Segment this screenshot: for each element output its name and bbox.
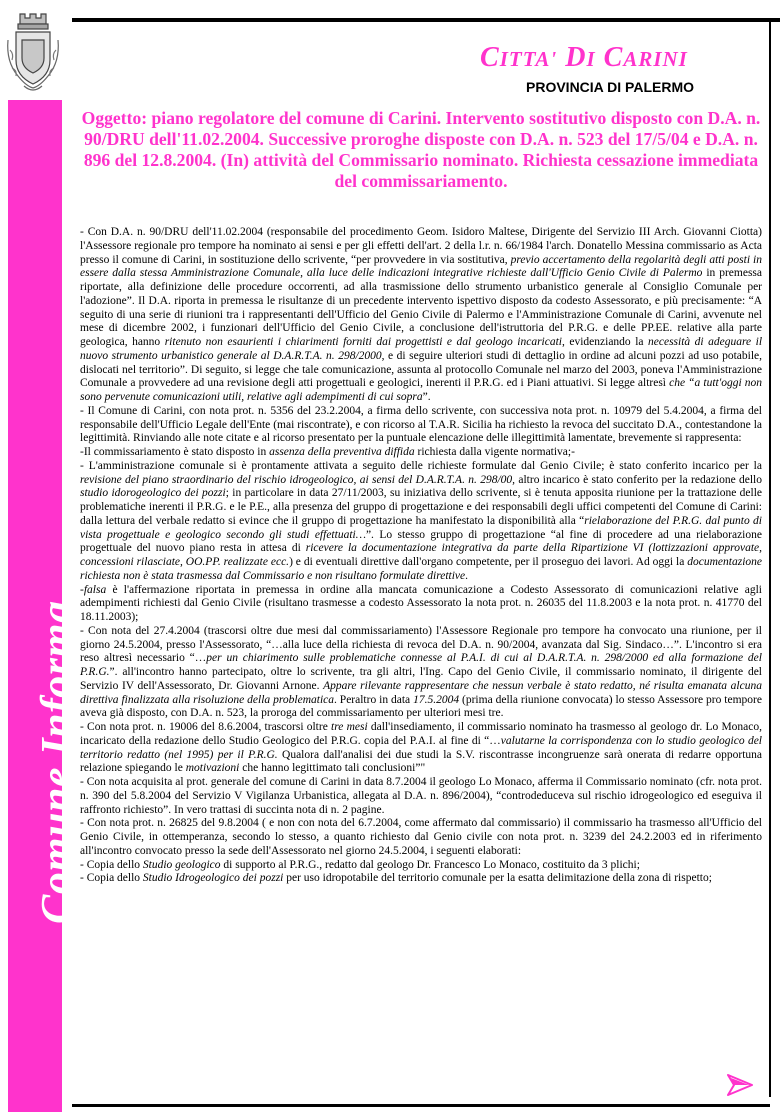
text-run: - Con nota prot. n. 26825 del 9.8.2004 ( e non con nota del 6.7.2004, come affermato dal commissario) il commissario ha trasmesso all'Ufficio del Genio Civile, in ottemperanza, secondo lo stesso, a quanto richiesto dal Genio civile con nota prot. n. 3239 del 24.2.2003 ed in riferimento all'incontro convocato presso la sede dell'Assessorato nel giorno 24.5.2004, i seguenti elaborati: xyxy=(80,817,762,857)
text-run: . xyxy=(465,569,469,582)
text-run: in premessa riportate, alla definizione delle procedure occorrenti, ad alla trasmissione dello strumento urbanistico generale al Consiglio Comunale per l'adozione”. Il D.A. riporta in premessa le risultanze di un precedente intervento ispettivo disposto da codesto Assessorato, e più precisamente: “A seguito di una serie di riunioni tra i rappresentanti dell'Ufficio del Genio Civile di Palermo e l'Amministrazione Comunale di Carini, avvenute nel mese di dicembre 2002, i funzionari dell'Ufficio del Genio Civile, a conclusione dell'istruttoria del P.R.G. e delle PP.EE. relative alla parte geologica, hanno xyxy=(80,267,763,348)
text-run: dall'insediamento, il commissario nominato ha trasmesso al geologo dr. Lo Monaco, incaricato della redazione dello Studio Geologico del P.R.G. copia del P.A.I. al fine di “… xyxy=(80,721,762,747)
text-run: - Copia dello xyxy=(80,872,143,885)
text-run: è l'affermazione riportata in premessa in ordine alla mancata comunicazione a Codesto Assessorato di comunicazioni relative agli adempimenti richiesti dal Genio Civile (risultano trasmesse a codesto Assessorato la nota prot. n. 26035 del 11.8.2003 e la nota prot. n. 41770 del 18.11.2003); xyxy=(80,583,762,623)
text-run: - Con D.A. n. 90/DRU dell'11.02.2004 (responsabile del procedimento Geom. Isidoro Maltese, Dirigente del Servizio III Arch. Giovanni Ciotta) l'Assessore regionale pro tempore ha nominato ai sensi e per gli effetti dell'art. 2 della l.r. n. 66/1984 l'arch. Donatello Messina commissario as Acta presso il comune di Carini, in sostituzione dello scrivente, “per provvedere in via sostitutiva, xyxy=(80,226,762,266)
province-name: PROVINCIA DI PALERMO xyxy=(526,79,695,95)
emphasis-run: revisione del piano straordinario del rischio idrogeologico, ai sensi del D.A.R.T.A. n. 298/00, xyxy=(80,473,516,486)
text-run: ; in particolare in data 27/11/2003, su iniziativa dello scrivente, si è tenuta apposita riunione per la trattazione delle problematiche inerenti il P.R.G. e le P.E., alla presenza del gruppo di progettazione e dei responsabili degli uffici competenti del Comune di Carini: dalla lettura del verbale redatto si evince che il gruppo di progettazione ha manifestato la disponibilità alla “ xyxy=(80,487,762,527)
body-paragraph xyxy=(80,776,762,817)
body-paragraph xyxy=(80,446,762,460)
body-paragraph xyxy=(80,817,762,858)
body-paragraph xyxy=(80,584,762,625)
sidebar-label: Comune Informa xyxy=(32,600,81,924)
text-run: altro incarico è stato conferito per la redazione dello xyxy=(515,473,763,486)
emphasis-run: Studio geologico xyxy=(142,858,221,871)
text-run: - Con nota acquisita al prot. generale del comune di Carini in data 8.7.2004 il geologo Lo Monaco, afferma il Commissario nominato (cfr. nota prot. n. 390 del 5.8.2004 del Servizio V Vigilanza Urbanistica, allegata al D.A. n. 896/2004), “controdeduceva sul rischio idrogeologico ed eseguiva il raffronto richiesto”. In vero trattasi di succinta nota di n. 2 pagine. xyxy=(80,776,762,816)
emphasis-run: rielaborazione del P.R.G. dal punto di vista progettuale e geologico secondo gli studi effettuati… xyxy=(80,514,762,541)
body-paragraph xyxy=(80,721,762,776)
text-run: di supporto al P.R.G., redatto dal geologo Dr. Francesco Lo Monaco, costituito da 3 plichi; xyxy=(220,858,640,871)
text-run: che hanno legittimato tali conclusioni”" xyxy=(239,762,426,775)
emphasis-run: falsa xyxy=(83,583,107,596)
text-run: - Con nota prot. n. 19006 del 8.6.2004, trascorsi oltre xyxy=(80,721,332,733)
emphasis-run: documentazione richiesta non è stata trasmessa dal Commissario e non risultano formulate direttive xyxy=(80,556,762,582)
emphasis-run: necessità di adeguare il nuovo strumento urbanistico generale al D.A.R.T.A. n. 298/2000 xyxy=(80,336,763,362)
text-run: Qualora dall'analisi dei due studi la S.V. riscontrasse incongruenze sarà onerata di redarre opportuna relazione spiegando le xyxy=(80,748,763,775)
body-paragraph xyxy=(80,405,762,446)
emphasis-run: motivazioni xyxy=(185,762,240,775)
emphasis-run: Appare rilevante rappresentare che nessun verbale è stato redatto, né risulta emanata alcuna direttiva finalizzata alla risoluzione della problematica xyxy=(80,679,762,706)
text-run: - xyxy=(80,583,84,596)
coat-of-arms-icon xyxy=(4,10,62,94)
text-run: , e di seguire ulteriori studi di dettaglio in ordine ad alcuni pozzi ad uso potabile, dislocati nel territorio”. Di seguito, si legge che tale comunicazione, assunta al protocollo Comunale nel marzo del 2003, poneva l'Amministrazione Comunale a provvedere ad una revisione degli atti progettuali e geologici, inerenti il P.R.G. ed i Piani attuativi. Si legge altresì xyxy=(80,349,762,390)
body-paragraph xyxy=(80,625,762,721)
document-body xyxy=(80,226,762,886)
body-paragraph xyxy=(80,872,762,886)
emphasis-run: ritenuto non esaurienti i chiarimenti forniti dai progettisti e dal geologo incaricati xyxy=(164,336,562,348)
top-rule xyxy=(72,18,780,22)
text-run: ) e di eventuali direttive dall'organo competente, per il proseguo dei lavori. Ad oggi la xyxy=(289,556,688,568)
emphasis-run: valutarne la corrispondenza con lo studio geologico del territorio redatto (nel 1995) per il P.R.G. xyxy=(80,734,763,761)
text-run: - L'amministrazione comunale si è prontamente attivata a seguito delle richieste formulate dal Genio Civile; è stato conferito incarico per la xyxy=(80,459,762,472)
right-rule xyxy=(769,22,771,1097)
text-run: -Il commissariamento è stato disposto in xyxy=(80,446,270,458)
text-run: - Copia dello xyxy=(80,858,143,871)
emphasis-run: previo accertamento della regolarità degli atti posti in essere dalla stessa Amministrazione Comunale, alla luce delle indicazioni integrative richieste dall'Ufficio Genio Civile di Palermo xyxy=(80,253,762,280)
emphasis-run: per un chiarimento sulle problematiche connesse al P.A.I. di cui al D.A.R.T.A. n. 298/2000 ed alla formazione del P.R.G. xyxy=(80,652,762,678)
emphasis-run: tre mesi xyxy=(331,721,368,733)
text-run: per uso idropotabile del territorio comunale per la esatta delimitazione della zona di rispetto; xyxy=(283,872,712,885)
body-paragraph xyxy=(80,460,762,584)
text-run: ”. Lo stesso gruppo di progettazione “al fine di procedere ad una rielaborazione progettuale del nuovo piano resta in attesa di xyxy=(80,528,762,555)
text-run: (prima della riunione convocata) lo stesso Assessore pro tempore aveva già disposto, con D.A. n. 523, la proroga del commissariamento per ulteriori mesi tre. xyxy=(80,693,762,720)
text-run: richiesta dalla vigente normativa;- xyxy=(414,446,575,458)
city-name: CITTA' DI CARINI xyxy=(480,42,688,73)
bottom-rule xyxy=(72,1104,770,1107)
subject-heading: Oggetto: piano regolatore del comune di Carini. Intervento sostitutivo disposto con D.A. n. 90/DRU dell'11.02.2004. Successive proroghe disposte con D.A. n. 523 del 17/5/04 e D.A. n. 896 del 12.8.2004. (In) attività del Commissario nominato. Richiesta cessazione immediata del commissariamento. xyxy=(81,108,761,191)
emphasis-run: studio idorogeologico dei pozzi xyxy=(80,487,226,500)
emphasis-run: Studio Idrogeologico dei pozzi xyxy=(142,872,284,885)
text-run: - Il Comune di Carini, con nota prot. n. 5356 del 23.2.2004, a firma dello scrivente, con successiva nota prot. n. 10979 del 5.4.2004, a firma del responsabile dell'Ufficio Legale dell'Ente (mai riscontrate), e con ricorso al T.A.R. Sicilia ha richiesto la revoca del succitato D.A., contestandone la legittimità. Rinviando alle note citate e al ricorso presentato per la puntuale elencazione delle illegittimità lamentate, brevemente si rappresenta: xyxy=(80,404,762,445)
text-run: , evidenziando la xyxy=(562,336,648,348)
emphasis-run: ricevere la documentazione integrativa da parte della Ripartizione VI (lottizzazioni approvate, concessioni rilasciate, OO.PP. realizzate ecc. xyxy=(80,542,762,568)
text-run: ”. xyxy=(422,391,431,403)
emphasis-run: che “a tutt'oggi non sono pervenute comunicazioni utili, relative agli adempimenti di cui sopra xyxy=(80,377,762,403)
text-run: - Con nota del 27.4.2004 (trascorsi oltre due mesi dal commissariamento) l'Assessore Regionale pro tempore ha convocato una riunione, per il giorno 24.5.2004, presso l'Assessorato, “…alla luce della richiesta di revoca del D.A. n. 90/2004, avanzata dal Sig. Sindaco…”. L'incontro si era reso altresì necessario “… xyxy=(80,624,762,665)
emphasis-run: assenza della preventiva diffida xyxy=(269,446,415,458)
body-paragraph xyxy=(80,226,762,405)
body-paragraph xyxy=(80,859,762,873)
text-run: ”. all'incontro hanno partecipato, oltre lo scrivente, tra gli altri, l'Ing. Capo del Genio Civile, il commissario nominato, il dirigente del Servizio IV dell'Assessorato, Dr. Giovanni Arnone. xyxy=(80,666,762,692)
emphasis-run: 17.5.2004 xyxy=(413,693,460,706)
next-page-arrow-icon[interactable] xyxy=(727,1074,753,1096)
text-run: . Peraltro in data xyxy=(334,693,414,706)
